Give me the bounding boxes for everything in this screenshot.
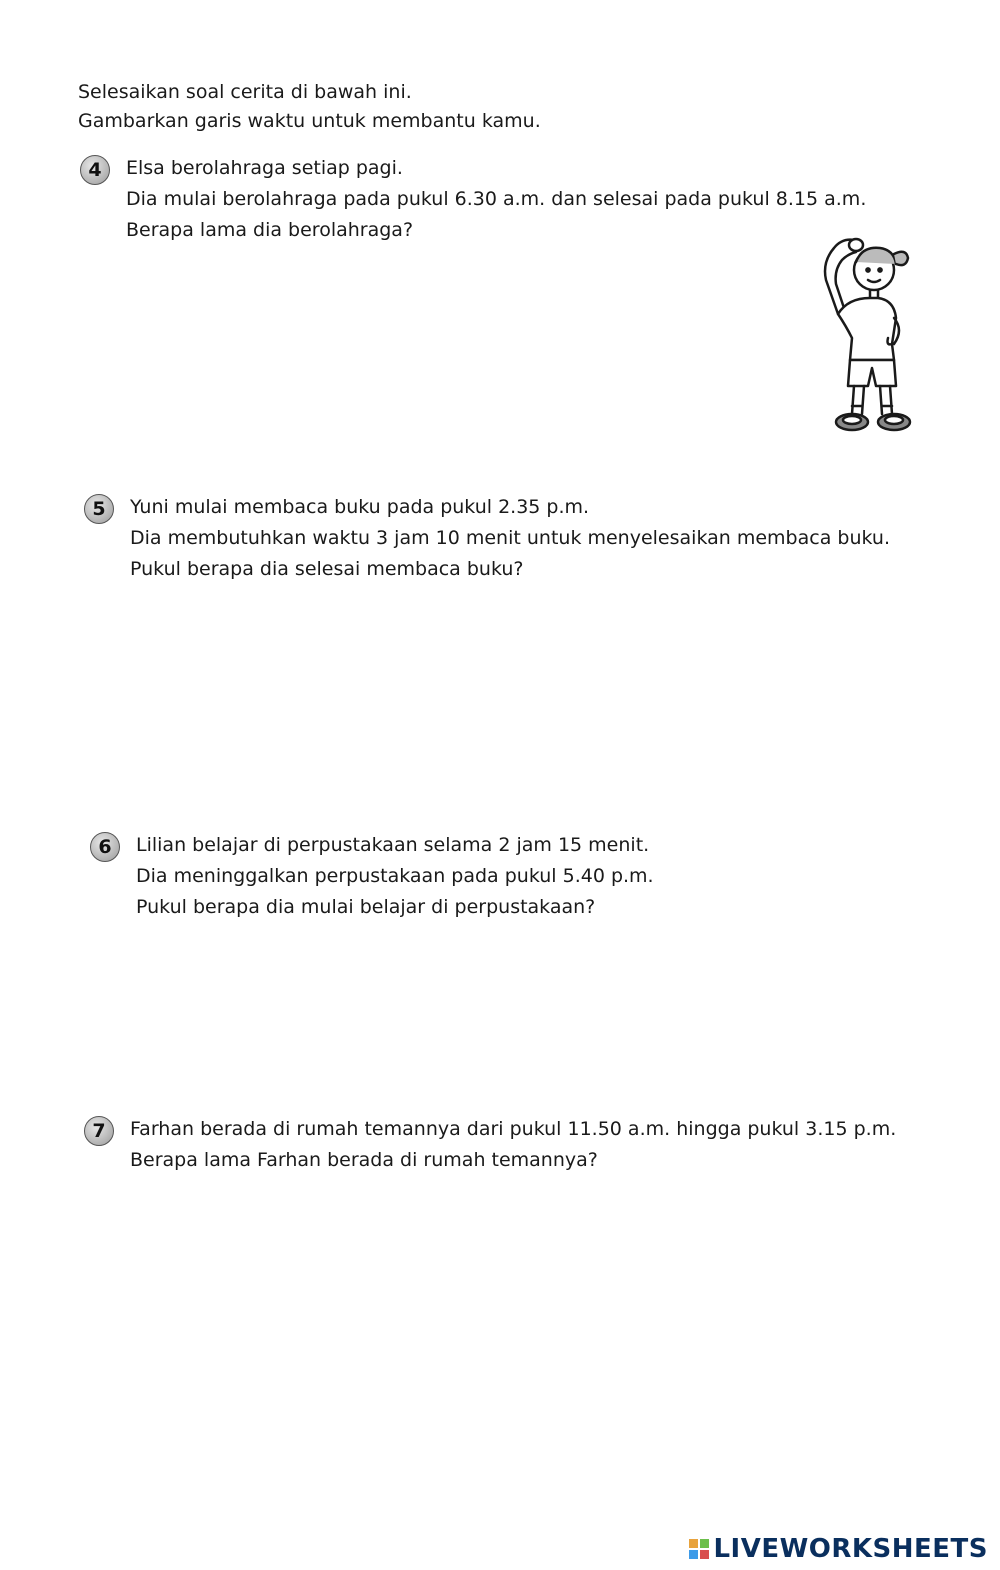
- question-number-badge: 5: [84, 494, 114, 524]
- question-text: [136, 830, 654, 923]
- question-line: Berapa lama dia berolahraga?: [126, 219, 414, 241]
- question-line: Yuni mulai membaca buku pada pukul 2.35 p.m.: [130, 496, 590, 518]
- logo-square: [700, 1550, 709, 1559]
- question-number-badge: 4: [80, 155, 110, 185]
- question-text: [126, 153, 866, 246]
- question-line: Pukul berapa dia mulai belajar di perpustakaan?: [136, 896, 596, 918]
- logo-square: [689, 1550, 698, 1559]
- logo-square: [689, 1539, 698, 1548]
- instructions: [78, 78, 541, 136]
- question-number-badge: 6: [90, 832, 120, 862]
- logo-text: LIVEWORKSHEETS: [713, 1534, 988, 1564]
- question-text: [130, 492, 890, 585]
- girl-exercising-illustration: [808, 218, 916, 440]
- question-line: Lilian belajar di perpustakaan selama 2 jam 15 menit.: [136, 834, 650, 856]
- logo-square: [700, 1539, 709, 1548]
- question-line: Dia meninggalkan perpustakaan pada pukul 5.40 p.m.: [136, 865, 654, 887]
- instruction-line-2: Gambarkan garis waktu untuk membantu kamu.: [78, 110, 541, 132]
- question-line: Farhan berada di rumah temannya dari pukul 11.50 a.m. hingga pukul 3.15 p.m.: [130, 1118, 897, 1140]
- question-line: Dia membutuhkan waktu 3 jam 10 menit untuk menyelesaikan membaca buku.: [130, 527, 890, 549]
- liveworksheets-logo[interactable]: [689, 1534, 988, 1564]
- question-line: Dia mulai berolahraga pada pukul 6.30 a.m. dan selesai pada pukul 8.15 a.m.: [126, 188, 867, 210]
- question-line: Pukul berapa dia selesai membaca buku?: [130, 558, 524, 580]
- question-line: Elsa berolahraga setiap pagi.: [126, 157, 403, 179]
- question-text: [130, 1114, 896, 1176]
- question-line: Berapa lama Farhan berada di rumah temannya?: [130, 1149, 598, 1171]
- instruction-line-1: Selesaikan soal cerita di bawah ini.: [78, 81, 412, 103]
- question-number-badge: 7: [84, 1116, 114, 1146]
- logo-icon: [689, 1539, 709, 1559]
